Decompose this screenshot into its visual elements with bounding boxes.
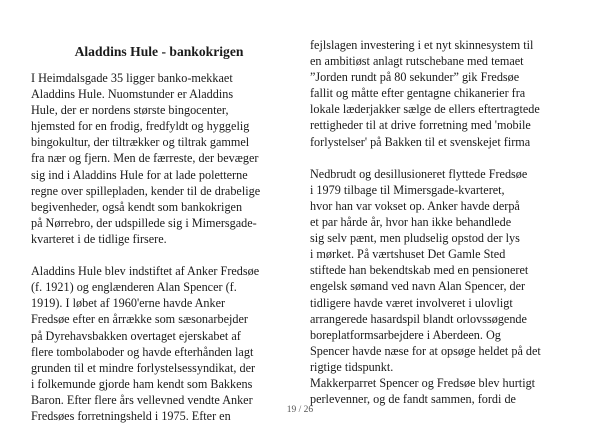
text-line: på Nørrebro, der udspillede sig i Mimersgade-: [31, 215, 257, 230]
text-line: Fredsøes forretningsheld i 1975. Efter en: [31, 408, 231, 423]
text-line: hjemsted for en frodig, fredfyldt og hyggelig: [31, 119, 250, 134]
text-line: lokale læderjakker sælge de ellers eftertragtede: [310, 102, 540, 117]
text-line: perlevenner, og de fandt sammen, fordi de: [310, 392, 516, 407]
text-line: Baron. Efter flere års vellevned vendte Anker: [31, 392, 253, 407]
text-line: fallit og måtte efter gentagne chikanerier fra: [310, 86, 526, 101]
paragraph: [31, 263, 287, 424]
text-line: Hule, der er nordens største bingocenter,: [31, 103, 229, 118]
paragraph-gap: [31, 247, 287, 263]
text-line: i 1979 tilbage til Mimersgade-kvarteret,: [310, 182, 505, 197]
text-line: stiftede han bekendtskab med en pensioneret: [310, 263, 529, 278]
text-line: på Dyrehavsbakken overtaget ejerskabet af: [31, 328, 241, 343]
text-line: sig selv pænt, men pludselig opstod der lys: [310, 231, 520, 246]
text-line: 1919). I løbet af 1960'erne havde Anker: [31, 296, 226, 311]
text-line: bingokultur, der tiltrækker og tiltrak gammel: [31, 135, 250, 150]
text-line: (f. 1921) og englænderen Alan Spencer (f.: [31, 280, 237, 295]
text-line: sig ind i Aladdins Hule for at lade poletterne: [31, 167, 248, 182]
text-line: Nedbrudt og desillusioneret flyttede Fredsøe: [310, 166, 528, 181]
text-line: flere tombolaboder og havde efterhånden lagt: [31, 344, 254, 359]
paragraph: [31, 70, 287, 247]
page-number: 19 / 26: [286, 405, 314, 415]
text-line: boreplatformsarbejdere i Aberdeen. Og: [310, 327, 501, 342]
text-line: en ambitiøst anlagt rutschebane med temaet: [310, 54, 524, 69]
text-line: Makkerparret Spencer og Fredsøe blev hurtigt: [310, 375, 536, 390]
text-line: arrangerede hasardspil blandt orlovssøgende: [310, 311, 527, 326]
paragraph: [310, 37, 566, 150]
text-line: Spencer havde næse for at opsøge heldet på det: [310, 343, 541, 358]
text-line: rettigheder til at drive forretning med 'mobile: [310, 118, 531, 133]
text-line: fra nær og fjern. Men de færreste, der bevæger: [31, 151, 259, 166]
chapter-title: Aladdins Hule - bankokrigen: [74, 44, 244, 59]
text-line: I Heimdalsgade 35 ligger banko-mekkaet: [31, 71, 233, 85]
text-line: tidligere havde været involveret i ulovligt: [310, 295, 513, 310]
left-column: [31, 70, 287, 424]
text-line: regne over spillepladen, kender til de drabelige: [31, 183, 261, 198]
text-line: engelsk sømand ved navn Alan Spencer, der: [310, 279, 526, 294]
text-line: ”Jorden rundt på 80 sekunder” gik Fredsøe: [310, 70, 520, 85]
text-line: i mørket. På værtshuset Det Gamle Sted: [310, 247, 506, 262]
text-line: rigtige tidspunkt.: [310, 359, 394, 374]
text-line: hvor han var vokset op. Anker havde derpå: [310, 198, 520, 213]
paragraph-gap: [310, 150, 566, 166]
text-line: begivenheder, også kendt som bankokrigen: [31, 199, 243, 214]
text-line: forlystelser' på Bakken til et svenskejet firma: [310, 134, 531, 149]
text-line: kvarteret i de tidlige firsere.: [31, 231, 167, 246]
text-line: Aladdins Hule blev indstiftet af Anker Fredsøe: [31, 264, 260, 279]
text-line: Fredsøe efter en årrække som sæsonarbejder: [31, 312, 248, 327]
text-line: grunden til et mindre forlystelsessyndikat, der: [31, 360, 256, 375]
text-line: fejlslagen investering i et nyt skinnesystem til: [310, 38, 534, 52]
right-column: [310, 37, 566, 407]
text-line: i folkemunde gjorde ham kendt som Bakkens: [31, 376, 253, 391]
text-line: et par hårde år, hvor han ikke behandlede: [310, 215, 512, 230]
paragraph: [310, 166, 566, 407]
text-line: Aladdins Hule. Nuomstunder er Aladdins: [31, 87, 234, 102]
